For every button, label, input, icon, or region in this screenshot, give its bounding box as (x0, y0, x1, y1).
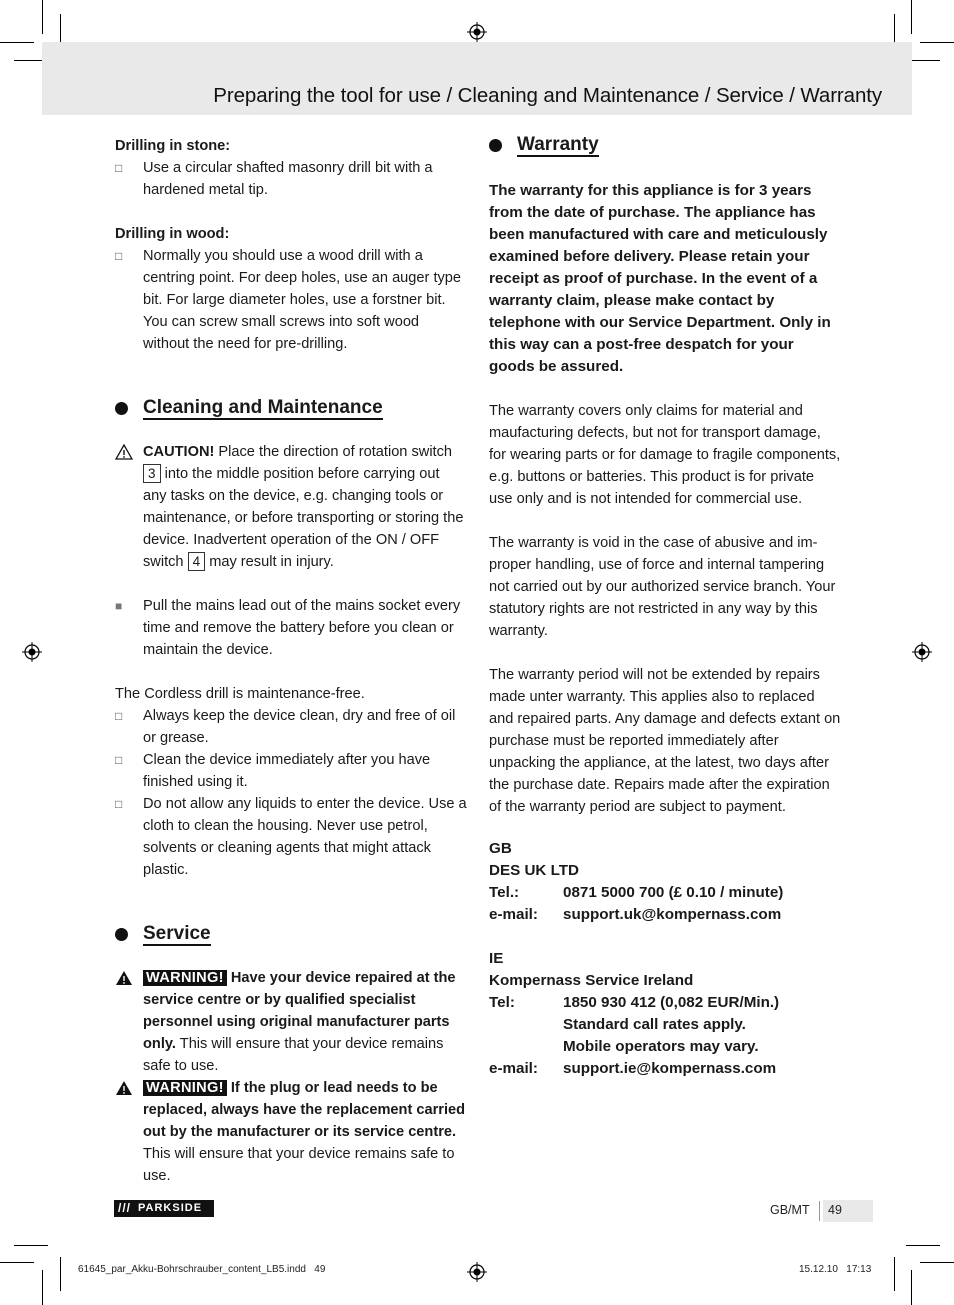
maintenance-free-text: The Cordless drill is maintenance-free. (115, 686, 365, 702)
square-bullet-icon: ■ (115, 599, 123, 613)
contact-gb: GB DES UK LTD Tel.: 0871 5000 700 (£ 0.10 / minute) e-mail: support.uk@kompernass.com (489, 838, 841, 926)
registration-mark-icon (467, 22, 487, 42)
bullet-dot-icon (489, 139, 502, 152)
crop-mark (911, 0, 912, 34)
page-number: 49 (828, 1203, 842, 1217)
crop-mark (911, 1270, 912, 1305)
crop-mark (42, 0, 43, 34)
contact-ie: IE Kompernass Service Ireland Tel: 1850 930 412 (0,082 EUR/Min.) Standard call rates apply. Mobile operators may vary. e-mail: support.ie@kompernass.com (489, 948, 841, 1080)
locale-label: GB/MT (770, 1203, 810, 1217)
brand-logo: /// PARKSIDE (114, 1200, 214, 1217)
right-column (489, 132, 841, 1080)
crop-mark (0, 42, 34, 43)
warranty-paragraph: The warranty period will not be extended by repairs made unter warranty. This applies also to replaced and repaired parts. Any damage and defects extant on purchase must be reported immediately after unpacking the appliance, at the latest, two days after the purchase date. Repairs made after the expiration of the warranty period are subject to payment. (489, 667, 841, 815)
cleaning-heading: Cleaning and Maintenance (115, 395, 467, 421)
crop-mark (14, 1245, 48, 1246)
file-slug: 61645_par_Akku-Bohrschrauber_content_LB5.indd 49 (78, 1264, 326, 1275)
checkbox-bullet-icon: □ (115, 797, 123, 811)
warning-triangle-icon (115, 970, 133, 986)
caution-triangle-icon (115, 444, 133, 460)
caution-label: CAUTION! (143, 444, 215, 460)
bullet-dot-icon (115, 402, 128, 415)
crop-mark (60, 1257, 61, 1291)
list-item: □ Do not allow any liquids to enter the device. Use a cloth to clean the housing. Never use petrol, solvents or cleaning agents that might attack plastic. (115, 793, 467, 881)
crop-mark (894, 1257, 895, 1291)
list-item: □ Use a circular shafted masonry drill bit with a hardened metal tip. (115, 157, 467, 201)
warranty-heading: Warranty (489, 132, 841, 158)
warranty-paragraph: The warranty is void in the case of abusive and improper handling, use of force and internal tampering not carried out by our authorized service branch. Your statutory rights are not restricted in any way by this warranty. (489, 535, 836, 639)
crop-mark (906, 1245, 940, 1246)
registration-mark-icon (22, 642, 42, 662)
caution-note: CAUTION! Place the direction of rotation switch 3 into the middle position before carrying out any tasks on the device, e.g. changing tools or maintenance, or before transporting or storing the device. Inadvertent operation of the ON / OFF switch 4 may result in injury. (115, 441, 467, 573)
left-column (115, 135, 467, 1187)
registration-mark-icon (912, 642, 932, 662)
warning-note: WARNING! Have your device repaired at the service centre or by qualified specialist personnel using original manufacturer parts only. This will ensure that your device remains safe to use. (115, 967, 467, 1077)
page-title: Preparing the tool for use / Cleaning and Maintenance / Service / Warranty (213, 84, 882, 107)
email-address: support.uk@kompernass.com (563, 906, 782, 923)
list-item: □ Clean the device immediately after you have finished using it. (115, 749, 467, 793)
list-item: ■ Pull the mains lead out of the mains socket every time and remove the battery before you clean or maintain the device. (115, 595, 467, 661)
list-item: □ Normally you should use a wood drill with a centring point. For deep holes, use an auger type bit. For large diameter holes, use a forstner bit. You can screw small screws into soft wood without the need for pre-drilling. (115, 245, 467, 355)
email-address: support.ie@kompernass.com (563, 1060, 777, 1077)
stone-heading: Drilling in stone: (115, 138, 231, 154)
warning-triangle-icon (115, 1080, 133, 1096)
phone-number: 1850 930 412 (0,082 EUR/Min.) (563, 994, 780, 1011)
crop-mark (920, 1262, 954, 1263)
checkbox-bullet-icon: □ (115, 249, 123, 263)
bullet-dot-icon (115, 928, 128, 941)
checkbox-bullet-icon: □ (115, 709, 123, 723)
checkbox-bullet-icon: □ (115, 161, 123, 175)
crop-mark (42, 1270, 43, 1305)
warranty-paragraph: The warranty covers only claims for material and maufacturing defects, but not for transport damage, for wearing parts or for damage to fragile components, e.g. buttons or batteries. This product is for private use only and is not intended for commercial use. (489, 403, 841, 507)
timestamp: 15.12.10 17:13 (799, 1264, 872, 1275)
registration-mark-icon (467, 1262, 487, 1282)
crop-mark (920, 42, 954, 43)
service-heading: Service (115, 921, 467, 947)
footer-divider (819, 1201, 820, 1221)
crop-mark (0, 1262, 34, 1263)
warning-label: WARNING! (143, 970, 227, 986)
checkbox-bullet-icon: □ (115, 753, 123, 767)
list-item: □ Always keep the device clean, dry and free of oil or grease. (115, 705, 467, 749)
phone-number: 0871 5000 700 (£ 0.10 / minute) (563, 884, 784, 901)
warranty-bold-paragraph: The warranty for this appliance is for 3 years from the date of purchase. The appliance has been manufactured with care and meticulously examined before delivery. Please retain your receipt as proof of purchase. In the event of a warranty claim, please make contact by telephone with our Service Department. Only in this way can a post-free despatch for your goods be assured. (489, 182, 831, 375)
wood-heading: Drilling in wood: (115, 226, 230, 242)
warning-note: WARNING! If the plug or lead needs to be replaced, always have the replacement carried out by the manufacturer or its service centre. This will ensure that your device remains safe to use. (115, 1077, 467, 1187)
stripes-icon: /// (118, 1201, 132, 1215)
switch-number-4: 4 (188, 552, 206, 571)
warning-label: WARNING! (143, 1080, 227, 1096)
switch-number-3: 3 (143, 464, 161, 483)
